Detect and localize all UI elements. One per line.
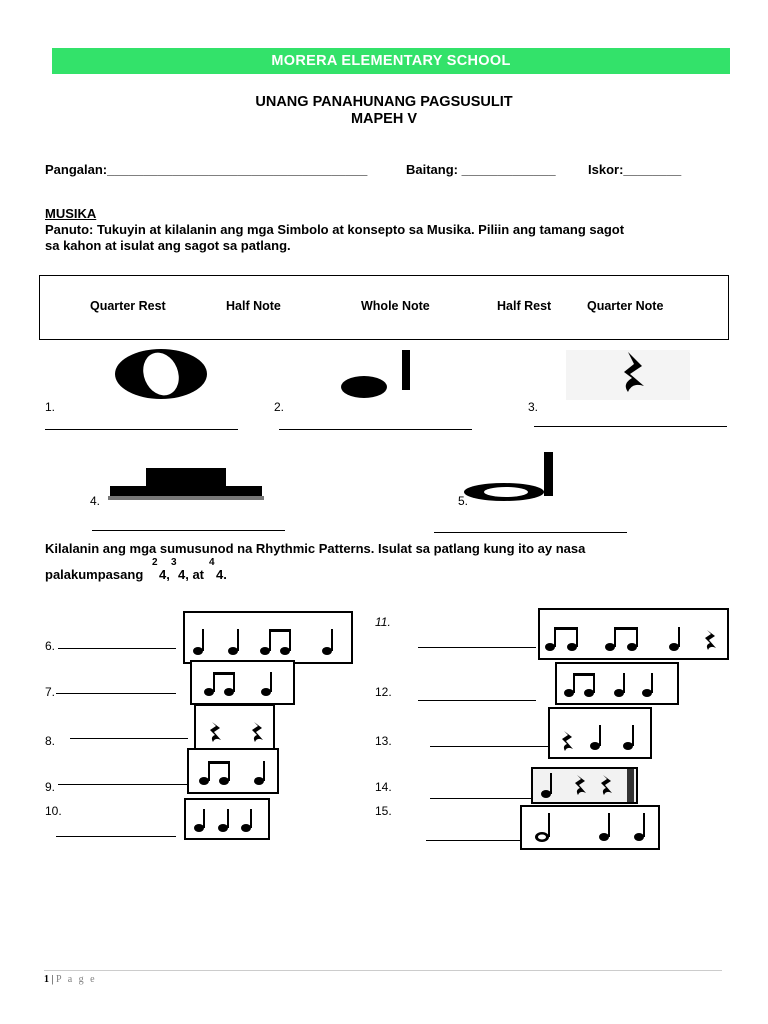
grade-field[interactable]: Baitang: _____________ [406, 162, 556, 177]
footer-separator: | [49, 974, 57, 985]
rhythm-pattern-13 [548, 707, 652, 759]
half-note-icon [462, 452, 556, 502]
answer-line-3[interactable] [534, 426, 727, 427]
page-number: 1 [44, 974, 49, 985]
sig2-bottom: 4, at [178, 567, 205, 582]
item-7-number: 7. [45, 685, 56, 699]
rhythm-instruction-prefix: palakumpasang [45, 567, 144, 582]
item-14-number: 14. [375, 780, 392, 794]
name-field[interactable]: Pangalan:____________________________________ [45, 162, 368, 177]
instruction-line-1: Panuto: Tukuyin at kilalanin ang mga Simbolo at konsepto sa Musika. Piliin ang tamang sagot [45, 222, 625, 237]
subject-title: MAPEH V [350, 111, 418, 127]
sig3-top: 4 [209, 557, 215, 568]
item-4-number: 4. [90, 494, 101, 508]
item-1-number: 1. [45, 400, 56, 414]
footer-rule [44, 970, 722, 971]
rhythm-pattern-12 [555, 662, 679, 705]
answer-line-1[interactable] [45, 429, 238, 430]
item-10-number: 10. [45, 804, 62, 818]
section-heading: MUSIKA [45, 206, 97, 221]
half-rest-icon [110, 464, 262, 500]
score-field[interactable]: Iskor:________ [588, 162, 682, 177]
rhythm-pattern-6 [183, 611, 353, 664]
answer-line-5[interactable] [434, 532, 627, 533]
rhythm-instruction-line-1: Kilalanin ang mga sumusunod na Rhythmic Patterns. Isulat sa patlang kung ito ay nasa [45, 541, 586, 556]
rhythm-pattern-7 [190, 660, 295, 705]
answer-line-10[interactable] [56, 836, 176, 837]
exam-title: UNANG PANAHUNANG PAGSUSULIT [255, 94, 513, 110]
choice-half-note: Half Note [226, 299, 281, 313]
answer-line-2[interactable] [279, 429, 472, 430]
answer-line-9[interactable] [58, 784, 188, 785]
answer-line-4[interactable] [92, 530, 285, 531]
page-label: P a g e [56, 974, 97, 985]
rhythm-pattern-9 [187, 748, 279, 794]
quarter-rest-image [566, 350, 690, 400]
quarter-note-icon [340, 350, 412, 398]
answer-line-8[interactable] [70, 738, 188, 739]
sig1-bottom: 4, [159, 567, 170, 582]
item-11-number: 11. [375, 615, 391, 629]
answer-line-13[interactable] [430, 746, 548, 747]
sig3-bottom: 4. [216, 567, 227, 582]
school-name: MORERA ELEMENTARY SCHOOL [271, 53, 511, 69]
item-3-number: 3. [528, 400, 539, 414]
choice-half-rest: Half Rest [497, 299, 552, 313]
school-banner [52, 48, 730, 74]
rhythm-pattern-10 [184, 798, 270, 840]
item-5-number: 5. [458, 494, 469, 508]
item-15-number: 15. [375, 804, 392, 818]
rhythm-pattern-11 [538, 608, 729, 660]
answer-line-7[interactable] [56, 693, 176, 694]
instruction-line-2: sa kahon at isulat ang sagot sa patlang. [45, 238, 291, 253]
item-8-number: 8. [45, 734, 56, 748]
choice-quarter-rest: Quarter Rest [90, 299, 166, 313]
whole-note-icon [114, 348, 208, 400]
time-signature-line [45, 557, 445, 581]
rhythm-pattern-15 [520, 805, 660, 850]
item-6-number: 6. [45, 639, 56, 653]
item-9-number: 9. [45, 780, 56, 794]
sig1-top: 2 [152, 557, 158, 568]
answer-line-6[interactable] [58, 648, 176, 649]
page-footer [44, 974, 97, 985]
choice-whole-note: Whole Note [361, 299, 430, 313]
sig2-top: 3 [171, 557, 177, 568]
answer-line-12[interactable] [418, 700, 536, 701]
rhythm-pattern-8 [194, 704, 275, 752]
answer-line-11[interactable] [418, 647, 536, 648]
item-12-number: 12. [375, 685, 392, 699]
item-13-number: 13. [375, 734, 392, 748]
rhythm-pattern-14 [531, 767, 638, 804]
item-2-number: 2. [274, 400, 285, 414]
choice-quarter-note: Quarter Note [587, 299, 664, 313]
